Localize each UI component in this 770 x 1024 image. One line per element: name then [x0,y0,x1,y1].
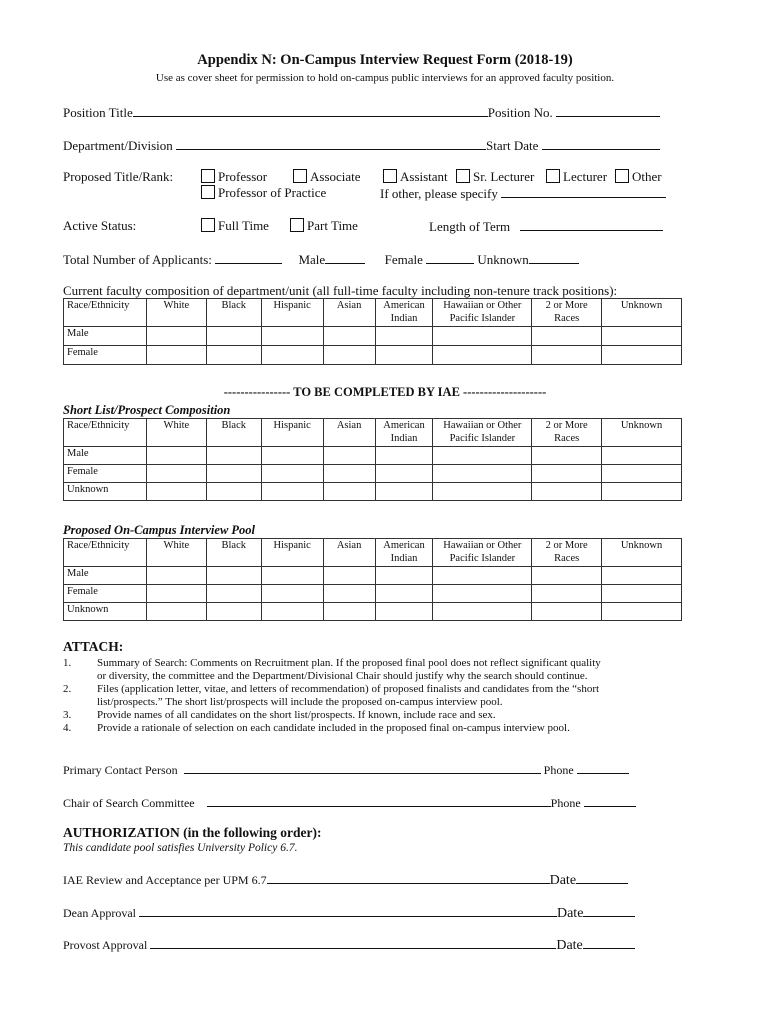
table-row [64,483,682,501]
iae-signature-field[interactable] [267,871,550,884]
table-cell[interactable] [206,483,261,501]
table-header: Black [206,299,261,327]
part-time-checkbox[interactable] [290,218,304,232]
table-cell[interactable] [206,447,261,465]
table-header: Asian [323,419,375,447]
unknown-applicants-field[interactable] [529,251,579,264]
part-time-label: Part Time [307,218,358,233]
table-header: Black [206,539,261,567]
table-row [64,567,682,585]
table-cell[interactable] [261,603,323,621]
table-header: Hawaiian or Other Pacific Islander [433,299,532,327]
table-cell[interactable] [146,585,206,603]
rank-option-professor-practice[interactable] [201,185,326,201]
table-header: Black [206,419,261,447]
table-cell[interactable] [532,603,602,621]
table-cell[interactable] [532,483,602,501]
male-applicants-label: Male [298,252,326,267]
full-time-label: Full Time [218,218,269,233]
table-cell[interactable] [206,327,261,346]
associate-checkbox[interactable] [293,169,307,183]
list-item [63,683,683,709]
table-header: Unknown [602,539,682,567]
table-cell[interactable] [602,327,682,346]
position-no-field[interactable] [556,104,660,117]
provost-signature-field[interactable] [150,936,556,949]
table-cell[interactable] [261,346,323,365]
other-label: Other [632,169,662,184]
table-cell[interactable] [206,585,261,603]
table-cell[interactable] [433,346,532,365]
chair-field[interactable] [207,794,551,807]
list-item [63,657,683,683]
applicants-row [63,251,579,268]
list-text: Summary of Search: Comments on Recruitment plan. If the proposed final pool does not reflect significant quality or diversity, the committee and the Department/Divisional Chair should justify why the search should continue. [97,657,601,682]
assistant-checkbox[interactable] [383,169,397,183]
primary-contact-field[interactable] [184,761,541,774]
active-status-label: Active Status: [63,218,137,233]
table-cell[interactable] [261,465,323,483]
row-label: Female [64,465,147,483]
policy-note: This candidate pool satisfies University Policy 6.7. [63,842,298,854]
table-cell[interactable] [206,346,261,365]
row-label: Unknown [64,603,147,621]
position-title-field[interactable] [133,104,488,117]
pool-table [63,538,682,621]
table-cell[interactable] [602,465,682,483]
shortlist-heading: Short List/Prospect Composition [63,403,231,417]
table-row [64,447,682,465]
table-cell[interactable] [146,346,206,365]
table-header: Asian [323,539,375,567]
table-cell[interactable] [146,327,206,346]
other-checkbox[interactable] [615,169,629,183]
table-header: Unknown [602,299,682,327]
table-cell[interactable] [433,483,532,501]
total-applicants-label: Total Number of Applicants: [63,252,212,267]
proposed-rank-label: Proposed Title/Rank: [63,169,174,184]
department-field[interactable] [176,137,486,150]
table-cell[interactable] [602,483,682,501]
table-cell[interactable] [323,483,375,501]
chair-phone-field[interactable] [584,794,636,807]
table-cell[interactable] [433,465,532,483]
table-cell[interactable] [261,567,323,585]
table-header: Hawaiian or Other Pacific Islander [433,419,532,447]
table-header: American Indian [375,299,433,327]
table-cell[interactable] [323,603,375,621]
table-row [64,603,682,621]
if-other-label: If other, please specify [380,186,498,201]
table-cell[interactable] [261,585,323,603]
provost-date-label: Date [556,938,583,953]
table-header: White [146,419,206,447]
dean-date-label: Date [556,906,584,921]
dean-approval-row [63,904,635,922]
attach-list [63,657,683,735]
table-cell[interactable] [602,603,682,621]
provost-approval-label: Provost Approval [63,938,148,952]
table-cell[interactable] [532,346,602,365]
table-cell[interactable] [206,465,261,483]
table-cell[interactable] [532,567,602,585]
list-number: 3. [63,709,72,721]
primary-contact-row [63,761,629,778]
row-label: Male [64,447,147,465]
list-number: 4. [63,722,72,734]
row-label: Male [64,327,147,346]
dean-signature-field[interactable] [139,904,557,917]
row-label: Male [64,567,147,585]
table-cell[interactable] [261,327,323,346]
position-no-label: Position No. [487,105,553,120]
table-cell[interactable] [146,447,206,465]
table-row [64,465,682,483]
table-cell[interactable] [433,327,532,346]
pool-header-row [64,539,682,567]
table-cell[interactable] [532,447,602,465]
shortlist-header-row [64,419,682,447]
table-cell[interactable] [146,567,206,585]
iae-date-field[interactable] [576,871,628,884]
faculty-header-row [64,299,682,327]
faculty-table-caption: Current faculty composition of department/unit (all full-time faculty including non-tenure track positions): [63,283,618,298]
table-cell[interactable] [261,447,323,465]
pool-heading: Proposed On-Campus Interview Pool [63,523,256,537]
table-cell[interactable] [375,327,433,346]
unknown-applicants-label: Unknown [477,252,529,267]
table-header: Hawaiian or Other Pacific Islander [433,539,532,567]
table-cell[interactable] [532,585,602,603]
professor-label: Professor [218,169,268,184]
table-header: Hispanic [261,539,323,567]
dean-date-field[interactable] [583,904,635,917]
table-header: Unknown [602,419,682,447]
primary-phone-label: Phone [543,763,574,777]
table-cell[interactable] [146,465,206,483]
position-title-label: Position Title [63,105,133,120]
primary-phone-field[interactable] [577,761,629,774]
list-item [63,709,683,722]
table-cell[interactable] [375,346,433,365]
length-of-term-label: Length of Term [429,219,511,234]
lecturer-checkbox[interactable] [546,169,560,183]
form-title: Appendix N: On-Campus Interview Request Form (2018-19) [197,52,573,68]
list-text: Files (application letter, vitae, and letters of recommendation) of proposed finalists and candidates from the “short list/prospects.” The short list/prospects will include the proposed on-campus interview pool. [97,683,600,708]
length-of-term-row [429,218,663,235]
table-cell[interactable] [433,567,532,585]
table-cell[interactable] [323,465,375,483]
table-cell[interactable] [375,567,433,585]
if-other-row [380,185,666,202]
table-header: Asian [323,299,375,327]
table-header: Race/Ethnicity [64,419,147,447]
professor-practice-label: Professor of Practice [218,185,327,200]
length-of-term-field[interactable] [520,218,663,231]
table-cell[interactable] [323,327,375,346]
row-label: Unknown [64,483,147,501]
form-subtitle: Use as cover sheet for permission to hold on-campus public interviews for an approved faculty position. [155,72,615,84]
primary-contact-label: Primary Contact Person [63,763,178,777]
rank-option-other[interactable] [615,169,662,185]
row-label: Female [64,346,147,365]
table-cell[interactable] [532,327,602,346]
authorization-heading: AUTHORIZATION (in the following order): [63,825,322,840]
department-row [63,137,660,154]
dean-approval-label: Dean Approval [63,906,136,920]
professor-checkbox[interactable] [201,169,215,183]
chair-row [63,794,636,811]
table-header: White [146,539,206,567]
table-cell[interactable] [261,483,323,501]
assistant-label: Assistant [400,169,448,184]
male-applicants-field[interactable] [325,251,365,264]
iae-date-label: Date [549,873,577,888]
table-row [64,327,682,346]
table-header: Hispanic [261,419,323,447]
table-cell[interactable] [206,567,261,585]
lecturer-label: Lecturer [563,169,608,184]
table-cell[interactable] [146,603,206,621]
chair-label: Chair of Search Committee [63,796,195,810]
department-label: Department/Division [63,138,173,153]
list-number: 2. [63,683,72,695]
table-header: White [146,299,206,327]
provost-approval-row [63,936,635,954]
table-cell[interactable] [323,585,375,603]
table-cell[interactable] [433,447,532,465]
table-cell[interactable] [602,585,682,603]
table-cell[interactable] [602,346,682,365]
table-header: 2 or More Races [532,299,602,327]
table-row [64,346,682,365]
iae-approval-row [63,871,628,889]
full-time-checkbox[interactable] [201,218,215,232]
table-cell[interactable] [532,465,602,483]
table-header: American Indian [375,539,433,567]
table-cell[interactable] [323,447,375,465]
total-applicants-field[interactable] [215,251,282,264]
status-full-time[interactable] [201,218,269,234]
table-cell[interactable] [433,585,532,603]
table-cell[interactable] [146,483,206,501]
table-header: Hispanic [261,299,323,327]
associate-label: Associate [310,169,361,184]
table-cell[interactable] [323,346,375,365]
list-text: Provide a rationale of selection on each candidate included in the proposed final on-campus interview pool. [97,722,570,734]
table-cell[interactable] [375,483,433,501]
iae-approval-label: IAE Review and Acceptance per UPM 6.7 [63,873,267,887]
rank-option-assistant[interactable] [383,169,448,185]
rank-option-professor[interactable] [201,169,267,185]
start-date-label: Start Date [486,138,539,153]
chair-phone-label: Phone [550,796,581,810]
table-header: 2 or More Races [532,419,602,447]
list-number: 1. [63,657,72,669]
rank-option-associate[interactable] [293,169,361,185]
list-item [63,722,683,735]
shortlist-table [63,418,682,501]
table-cell[interactable] [602,567,682,585]
table-cell[interactable] [323,567,375,585]
female-applicants-field[interactable] [426,251,474,264]
sr-lecturer-label: Sr. Lecturer [473,169,535,184]
table-cell[interactable] [375,465,433,483]
row-label: Female [64,585,147,603]
table-cell[interactable] [375,585,433,603]
if-other-field[interactable] [501,185,666,198]
table-header: Race/Ethnicity [64,299,147,327]
table-row [64,585,682,603]
professor-practice-checkbox[interactable] [201,185,215,199]
list-text: Provide names of all candidates on the short list/prospects. If known, include race and sex. [97,709,496,721]
table-header: American Indian [375,419,433,447]
faculty-composition-table [63,298,682,365]
table-cell[interactable] [433,603,532,621]
table-cell[interactable] [375,603,433,621]
rank-option-sr-lecturer[interactable] [456,169,534,185]
table-cell[interactable] [206,603,261,621]
iae-banner: ---------------- TO BE COMPLETED BY IAE -------------------- [223,385,547,399]
table-cell[interactable] [375,447,433,465]
status-part-time[interactable] [290,218,358,234]
sr-lecturer-checkbox[interactable] [456,169,470,183]
female-applicants-label: Female [384,252,423,267]
table-header: Race/Ethnicity [64,539,147,567]
position-title-row [63,104,660,121]
provost-date-field[interactable] [583,936,635,949]
table-header: 2 or More Races [532,539,602,567]
attach-heading: ATTACH: [63,639,124,654]
rank-option-lecturer[interactable] [546,169,607,185]
table-cell[interactable] [602,447,682,465]
start-date-field[interactable] [542,137,660,150]
